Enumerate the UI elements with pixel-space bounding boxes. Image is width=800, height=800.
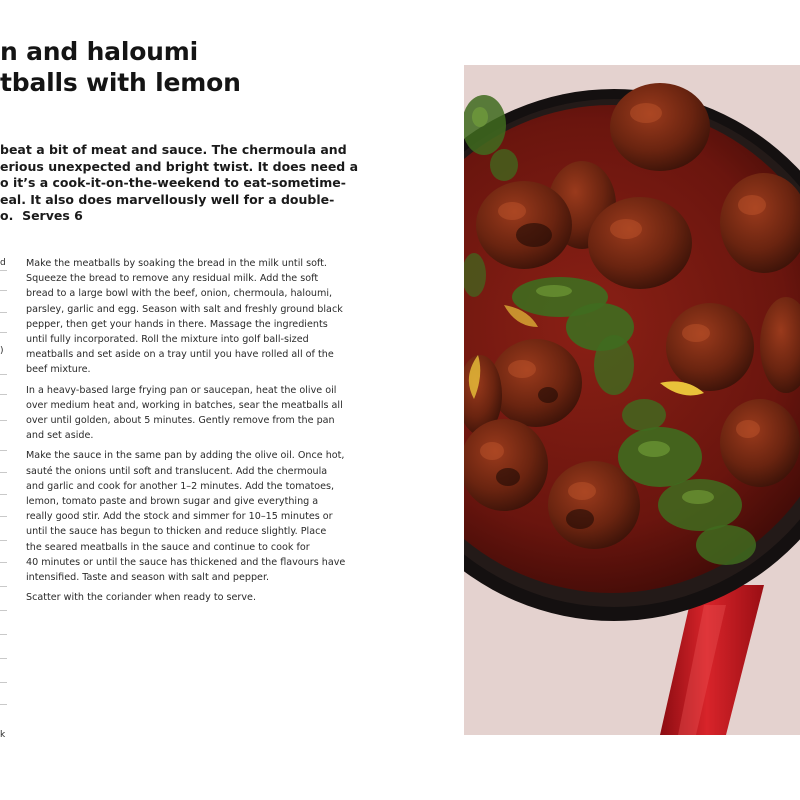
method-line: Make the sauce in the same pan by adding the olive oil. Once hot, (26, 450, 345, 462)
method-line: the seared meatballs in the sauce and continue to cook for (26, 541, 310, 553)
intro-line-last (0, 208, 330, 225)
ingredient-rule (0, 472, 7, 473)
intro-line: o it’s a cook-it-on-the-weekend to eat-sometime- (0, 175, 346, 191)
meatball (666, 303, 754, 391)
method-step (26, 256, 346, 378)
ingredient-rule (0, 540, 7, 541)
intro-line: o. (0, 208, 14, 224)
ingredient-rule (0, 494, 7, 495)
ingredient-rule (0, 586, 7, 587)
ingredient-edge-glyph: ) (0, 346, 4, 356)
title-line: tballs with lemon (0, 68, 241, 97)
ingredient-rule (0, 634, 7, 635)
recipe-intro (0, 142, 359, 225)
intro-line: erious unexpected and bright twist. It does need a (0, 158, 359, 174)
method-steps (26, 256, 346, 610)
method-step (26, 590, 346, 605)
ingredient-rule (0, 516, 7, 517)
method-line: Squeeze the bread to remove any residual milk. Add the soft (26, 273, 319, 285)
meatball (490, 339, 582, 427)
ingredient-list-edge (0, 250, 8, 750)
method-line: sauté the onions until soft and translucent. Add the chermoula (26, 465, 328, 477)
method-line: bread to a large bowl with the beef, onion, chermoula, haloumi, (26, 288, 333, 300)
meatball (476, 181, 572, 269)
method-step (26, 383, 346, 444)
method-line: lemon, tomato paste and brown sugar and give everything a (26, 496, 319, 508)
method-step (26, 448, 346, 585)
ingredient-edge-glyph: k (0, 730, 6, 740)
ingredient-rule (0, 610, 7, 611)
meatball (610, 83, 710, 171)
method-line: beef mixture. (26, 364, 91, 376)
ingredient-rule (0, 682, 7, 683)
method-line: until the sauce has begun to thicken and reduce slightly. Place (26, 526, 327, 538)
meatball (464, 419, 548, 511)
ingredient-rule (0, 562, 7, 563)
ingredient-rule (0, 332, 7, 333)
method-line: 40 minutes or until the sauce has thickened and the flavours have (26, 556, 346, 568)
ingredient-rule (0, 312, 7, 313)
method-line: over until golden, about 5 minutes. Gently remove from the pan (26, 415, 335, 427)
method-line: Make the meatballs by soaking the bread in the milk until soft. (26, 258, 327, 269)
meatball-pan-photo (464, 65, 800, 735)
method-line: and garlic and cook for another 1–2 minutes. Add the tomatoes, (26, 480, 335, 492)
ingredient-rule (0, 704, 7, 705)
method-line: until fully incorporated. Roll the mixture into golf ball-sized (26, 334, 309, 346)
ingredient-rule (0, 394, 7, 395)
ingredient-rule (0, 290, 7, 291)
serves-label: Serves 6 (22, 208, 83, 224)
method-line: parsley, garlic and egg. Season with salt and freshly ground black (26, 303, 343, 315)
title-line: n and haloumi (0, 37, 198, 66)
method-line: over medium heat and, working in batches, sear the meatballs all (26, 399, 343, 411)
method-line: pepper, then get your hands in there. Massage the ingredients (26, 318, 328, 330)
ingredient-rule (0, 374, 7, 375)
ingredient-edge-glyph: d (0, 258, 6, 268)
photo-illustration (464, 65, 800, 735)
method-line: meatballs and set aside on a tray until you have rolled all of the (26, 349, 334, 361)
meatball (588, 197, 692, 289)
method-line: and set aside. (26, 430, 94, 442)
ingredient-rule (0, 658, 7, 659)
method-line: Scatter with the coriander when ready to serve. (26, 592, 257, 604)
method-line: In a heavy-based large frying pan or saucepan, heat the olive oil (26, 384, 337, 396)
ingredient-rule (0, 420, 7, 421)
intro-line: beat a bit of meat and sauce. The chermoula and (0, 142, 347, 157)
recipe-title (0, 36, 241, 98)
ingredient-rule (0, 270, 7, 271)
method-line: really good stir. Add the stock and simmer for 10–15 minutes or (26, 511, 333, 523)
ingredient-rule (0, 450, 7, 451)
meatball (720, 399, 800, 487)
method-line: intensified. Taste and season with salt and pepper. (26, 572, 270, 584)
intro-line: eal. It also does marvellously well for a double- (0, 191, 335, 207)
